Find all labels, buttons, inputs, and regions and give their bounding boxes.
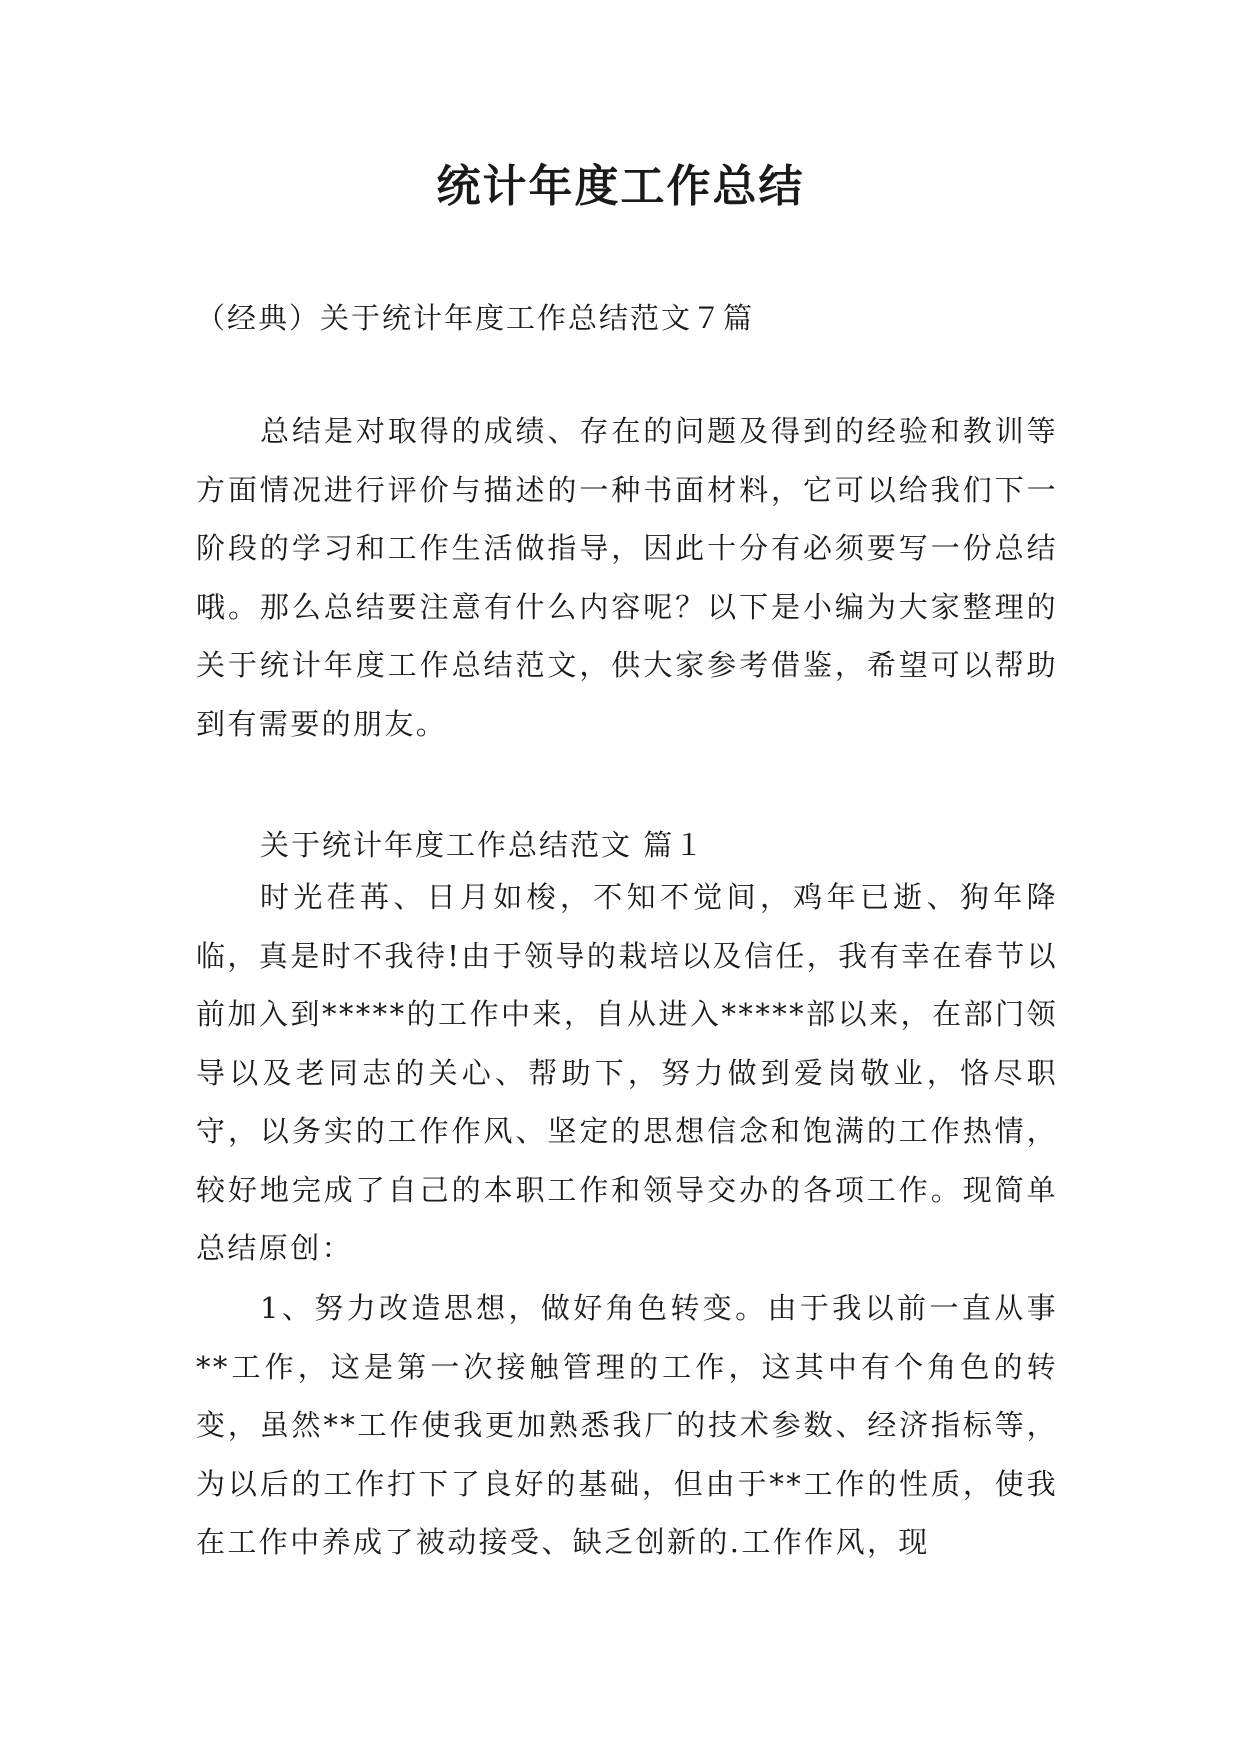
body-paragraph-1: 时光荏苒、日月如梭，不知不觉间，鸡年已逝、狗年降临，真是时不我待!由于领导的栽培以及信任，我有幸在春节以前加入到*****的工作中来，自从进入*****部以来，在部门领导以及老同志的关心、帮助下，努力做到爱岗敬业，恪尽职守，以务实的工作作风、坚定的思想信念和饱满的工作热情，较好地完成了自己的本职工作和领导交办的各项工作。现简单总结原创： [196, 880, 1058, 1265]
intro-paragraph: 总结是对取得的成绩、存在的问题及得到的经验和教训等方面情况进行评价与描述的一种书面材料，它可以给我们下一阶段的学习和工作生活做指导，因此十分有必须要写一份总结哦。那么总结要注意有什么内容呢？以下是小编为大家整理的关于统计年度工作总结范文，供大家参考借鉴，希望可以帮助到有需要的朋友。 [196, 414, 1058, 741]
document-title: 统计年度工作总结 [436, 161, 805, 212]
section-title: 关于统计年度工作总结范文 篇１ [260, 828, 706, 862]
document-subtitle: （经典）关于统计年度工作总结范文７篇 [196, 301, 755, 335]
body-paragraph-2: 1、努力改造思想，做好角色转变。由于我以前一直从事**工作，这是第一次接触管理的工作，这其中有个角色的转变，虽然**工作使我更加熟悉我厂的技术参数、经济指标等，为以后的工作打下了良好的基础，但由于**工作的性质，使我在工作中养成了被动接受、缺乏创新的.工作作风，现 [196, 1291, 1058, 1559]
